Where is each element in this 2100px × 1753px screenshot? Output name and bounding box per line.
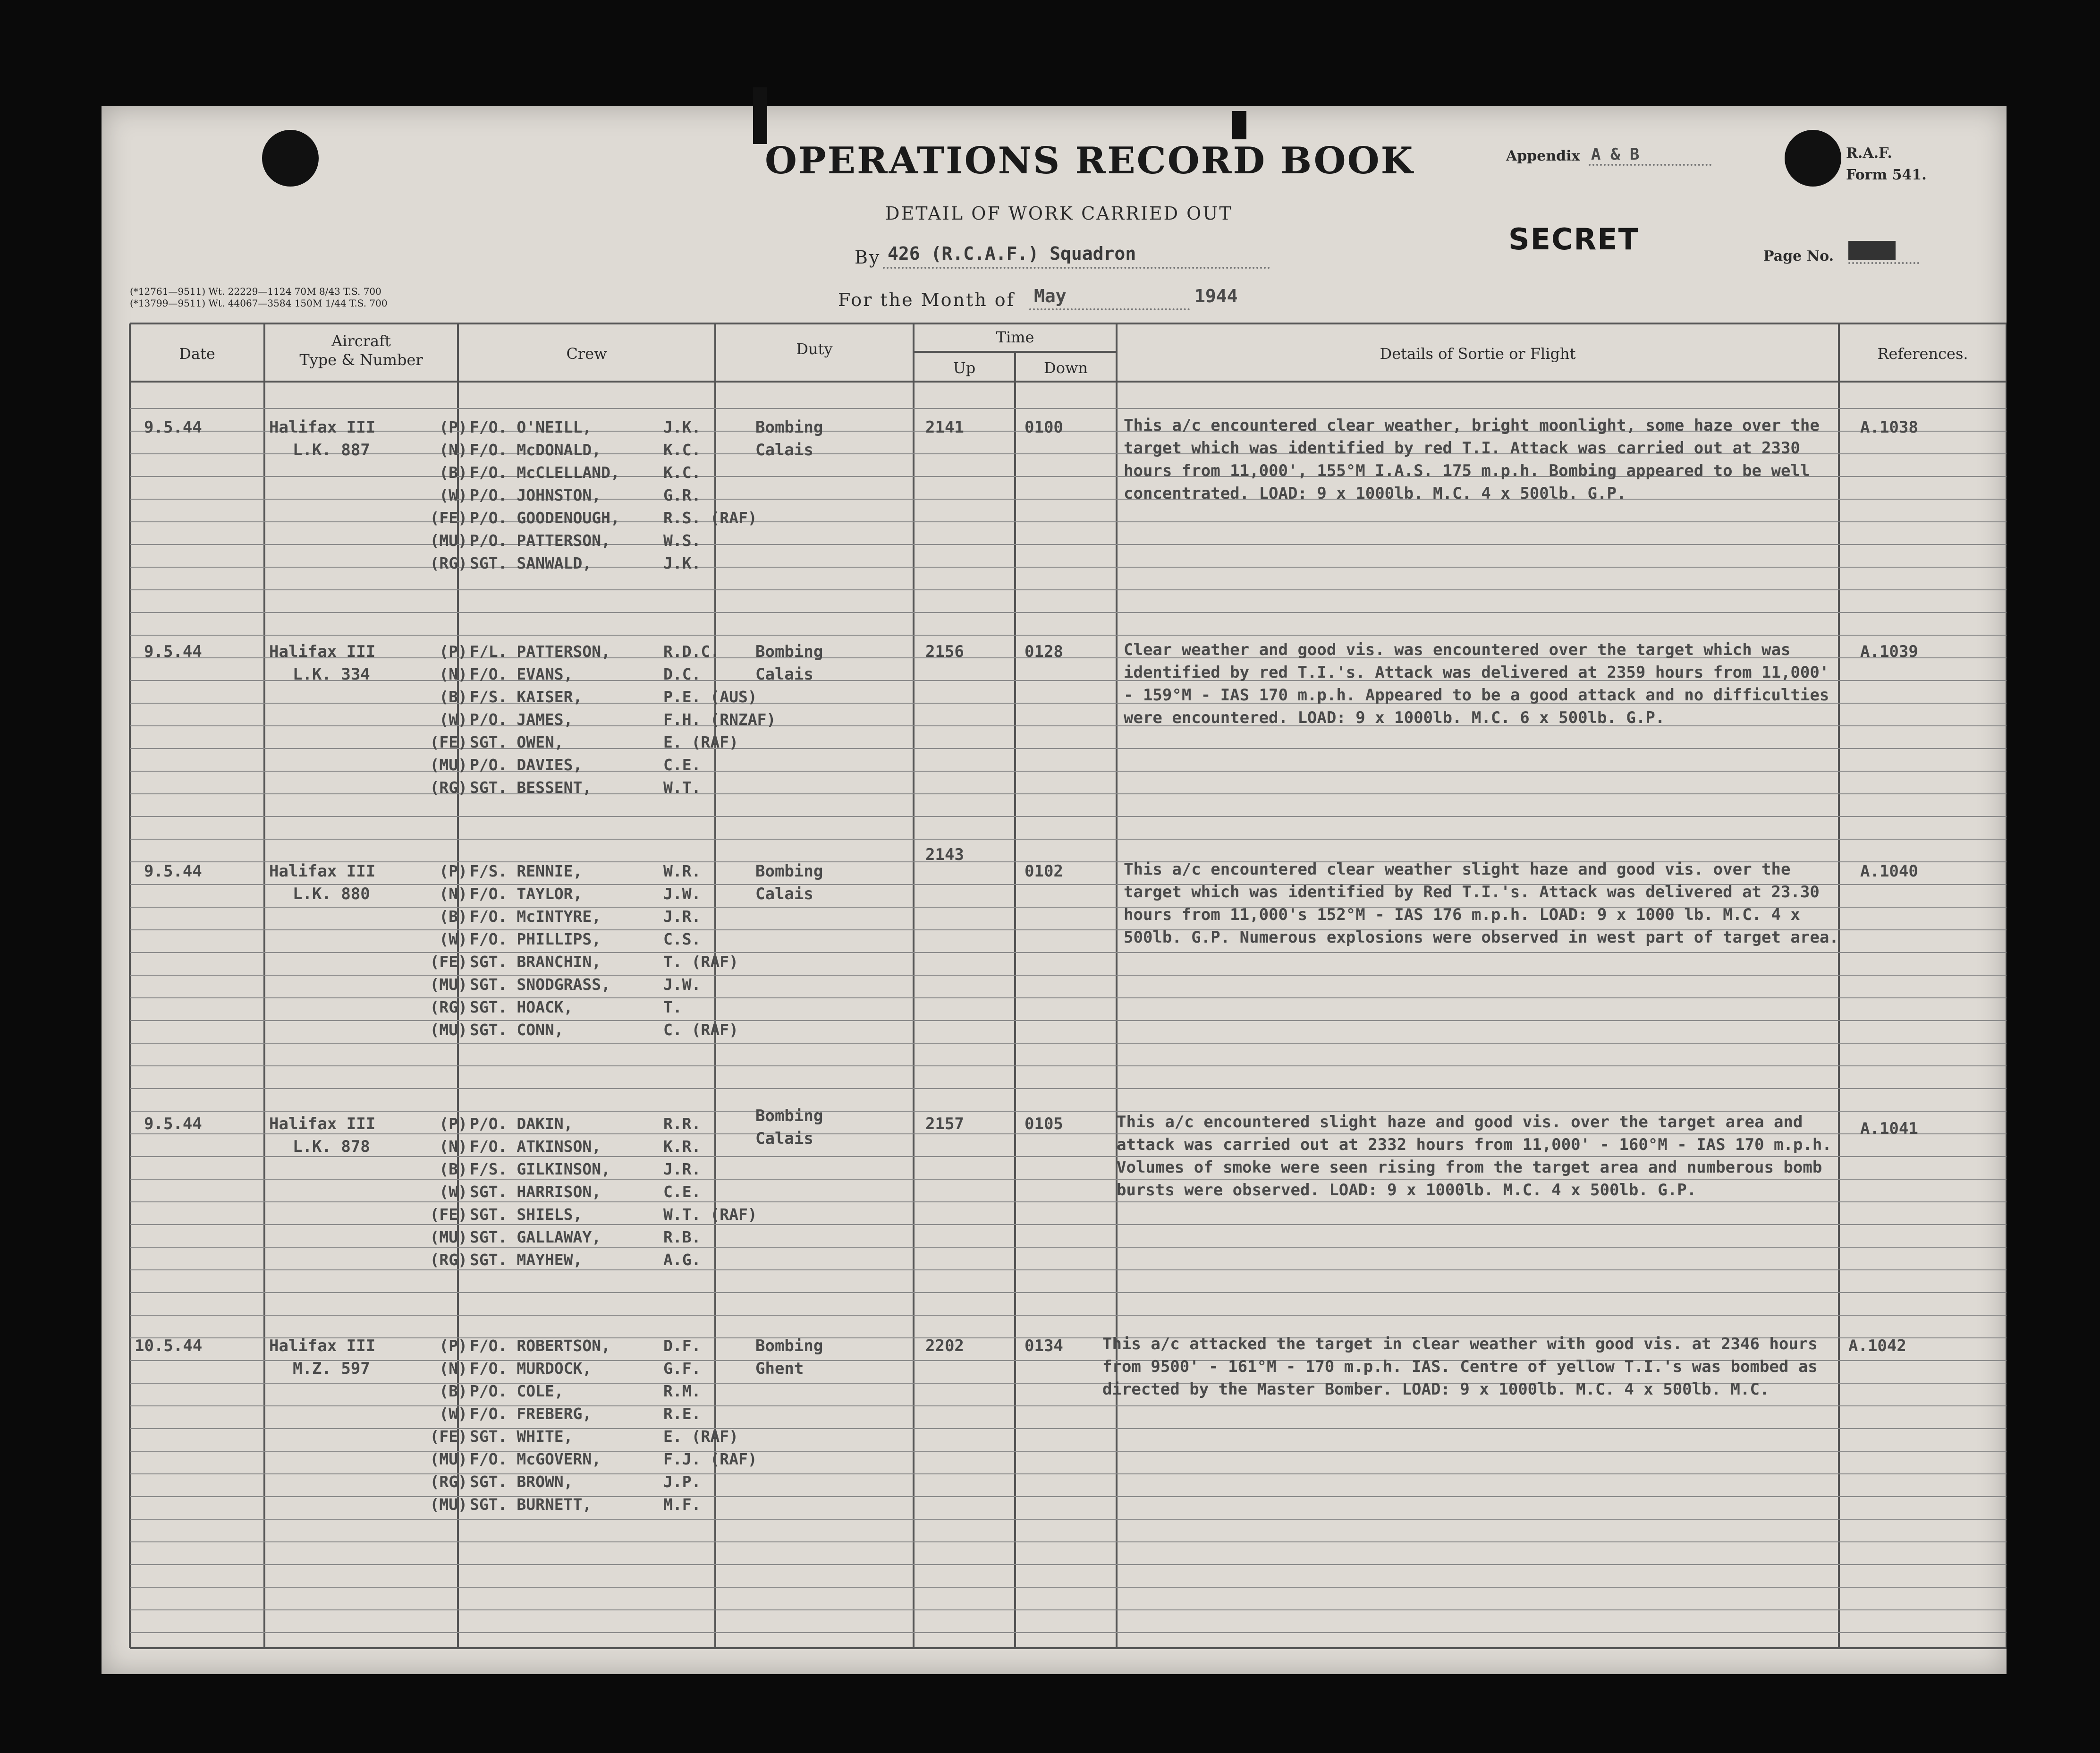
- crew-name: SGT. MAYHEW,: [470, 1251, 583, 1269]
- crew-initials: D.F.: [663, 1336, 701, 1355]
- time-down: 0105: [1025, 1115, 1063, 1133]
- crew-initials: J.W.: [663, 975, 701, 994]
- crew-role: (N): [439, 665, 467, 683]
- sortie-date: 9.5.44: [144, 418, 202, 437]
- aircraft-serial: L.K. 334: [293, 665, 370, 684]
- duty-target: Ghent: [755, 1359, 804, 1378]
- sortie-details: This a/c encountered clear weather, bright moonlight, some haze over the target which was identified by red T.I. Attack was carried out at 2330 hours from 11,000', 155°M I.A.S. 175 m.p.h. Bombing appeared to be well concentrated. LOAD: 9 x 1000lb. M.C. 4 x 500lb. G.P.: [1124, 416, 1820, 503]
- crew-initials: R.E.: [663, 1404, 701, 1423]
- time-up: 2156: [925, 642, 964, 661]
- duty-type: Bombing: [755, 862, 823, 881]
- reference: A.1040: [1860, 862, 1918, 881]
- duty-type: Bombing: [755, 418, 823, 437]
- crew-initials: G.R.: [663, 486, 701, 504]
- crew-name: SGT. BROWN,: [470, 1472, 573, 1491]
- crew-initials: W.R.: [663, 862, 701, 880]
- duty-type: Bombing: [755, 1106, 823, 1125]
- secret-stamp: SECRET: [1508, 222, 1639, 256]
- aircraft-serial: M.Z. 597: [293, 1359, 370, 1378]
- reference: A.1042: [1848, 1336, 1906, 1355]
- crew-name: F/S. GILKINSON,: [470, 1160, 611, 1178]
- crew-name: SGT. OWEN,: [470, 733, 564, 751]
- sortie-date: 9.5.44: [144, 642, 202, 661]
- crew-name: SGT. CONN,: [470, 1021, 564, 1039]
- duty-type: Bombing: [755, 1336, 823, 1355]
- crew-name: F/O. McGOVERN,: [470, 1450, 601, 1468]
- duty-target: Calais: [755, 441, 813, 460]
- print-code: (*13799—9511) Wt. 44067—3584 150M 1/44 T.S. 700: [130, 298, 388, 309]
- squadron-value: 426 (R.C.A.F.) Squadron: [888, 243, 1136, 264]
- col-header-time: Time: [996, 328, 1034, 346]
- duty-target: Calais: [755, 665, 813, 684]
- crew-initials: A.G.: [663, 1251, 701, 1269]
- col-header-down: Down: [1044, 359, 1088, 377]
- appendix-label: Appendix: [1506, 148, 1580, 164]
- crew-initials: R.M.: [663, 1382, 701, 1400]
- crew-name: SGT. BRANCHIN,: [470, 953, 601, 971]
- crew-name: SGT. GALLAWAY,: [470, 1228, 601, 1246]
- crew-name: F/O. McINTYRE,: [470, 907, 601, 926]
- crew-name: SGT. HOACK,: [470, 998, 573, 1016]
- crew-role: (RG): [430, 1251, 467, 1269]
- crew-initials: G.F.: [663, 1359, 701, 1378]
- crew-name: F/O. PHILLIPS,: [470, 930, 601, 948]
- duty-target: Calais: [755, 885, 813, 903]
- time-down: 0134: [1025, 1336, 1063, 1355]
- crew-name: P/O. JAMES,: [470, 710, 573, 729]
- crew-initials: C.E.: [663, 756, 701, 774]
- crew-name: SGT. WHITE,: [470, 1427, 573, 1446]
- crew-role: (FE): [430, 1427, 467, 1446]
- col-header-aircraft: Aircraft: [331, 332, 391, 350]
- aircraft-serial: L.K. 880: [293, 885, 370, 903]
- col-header-references: References.: [1877, 345, 1968, 363]
- sortie-details: This a/c encountered clear weather slight haze and good vis. over the target which was identified by Red T.I.'s. Attack was delivered at 23.30 hours from 11,000's 152°M - IAS 176 m.p.h. LOAD: 9 x 1000 lb. M.C. 4 x 500lb. G.P. Numerous explosions were observed in west part of target area.: [1124, 860, 1839, 947]
- crew-name: SGT. SHIELS,: [470, 1205, 583, 1224]
- crew-role: (MU): [430, 975, 467, 994]
- crew-role: (B): [439, 907, 467, 926]
- crew-initials: R.R.: [663, 1115, 701, 1133]
- aircraft-serial: L.K. 887: [293, 441, 370, 460]
- crew-name: F/O. FREBERG,: [470, 1404, 592, 1423]
- sortie-date: 10.5.44: [135, 1336, 203, 1355]
- crew-initials: D.C.: [663, 665, 701, 683]
- crew-role: (RG): [430, 554, 467, 572]
- crew-name: SGT. BURNETT,: [470, 1495, 592, 1514]
- crew-role: (W): [439, 930, 467, 948]
- crew-initials: P.E. (AUS): [663, 688, 757, 706]
- crew-initials: E. (RAF): [663, 733, 738, 751]
- crew-role: (W): [439, 486, 467, 504]
- crew-initials: W.T.: [663, 778, 701, 797]
- crew-initials: C. (RAF): [663, 1021, 738, 1039]
- aircraft-type: Halifax III: [269, 1336, 376, 1355]
- crew-role: (W): [439, 1404, 467, 1423]
- crew-name: F/O. TAYLOR,: [470, 885, 583, 903]
- duty-type: Bombing: [755, 642, 823, 661]
- col-header-crew: Crew: [566, 345, 607, 363]
- print-code: (*12761—9511) Wt. 22229—1124 70M 8/43 T.S. 700: [130, 286, 381, 297]
- crew-role: (N): [439, 1137, 467, 1156]
- crew-name: F/S. KAISER,: [470, 688, 583, 706]
- form-title: OPERATIONS RECORD BOOK: [765, 139, 1414, 182]
- col-header-date: Date: [179, 345, 215, 363]
- crew-name: P/O. DAKIN,: [470, 1115, 573, 1133]
- form-number: Form 541.: [1846, 167, 1927, 183]
- crew-role: (B): [439, 463, 467, 482]
- crew-name: P/O. JOHNSTON,: [470, 486, 601, 504]
- page-label: Page No.: [1763, 248, 1834, 264]
- crew-role: (W): [439, 1183, 467, 1201]
- crew-role: (MU): [430, 756, 467, 774]
- crew-role: (B): [439, 1160, 467, 1178]
- form-subtitle: DETAIL OF WORK CARRIED OUT: [885, 203, 1233, 224]
- crew-name: P/O. GOODENOUGH,: [470, 509, 620, 527]
- crew-initials: C.E.: [663, 1183, 701, 1201]
- crew-name: SGT. SNODGRASS,: [470, 975, 611, 994]
- crew-initials: J.W.: [663, 885, 701, 903]
- month-label: For the Month of: [838, 289, 1015, 310]
- crew-name: SGT. BESSENT,: [470, 778, 592, 797]
- time-up: 2143: [925, 845, 964, 864]
- crew-role: (RG): [430, 1472, 467, 1491]
- col-header-up: Up: [953, 359, 976, 377]
- time-up: 2202: [925, 1336, 964, 1355]
- crew-role: (P): [439, 1336, 467, 1355]
- col-header-aircraft-type: Type & Number: [299, 351, 423, 369]
- crew-role: (P): [439, 418, 467, 436]
- crew-initials: W.S.: [663, 531, 701, 550]
- crew-initials: K.C.: [663, 463, 701, 482]
- crew-name: P/O. DAVIES,: [470, 756, 583, 774]
- crew-initials: R.D.C.: [663, 642, 720, 661]
- crew-role: (RG): [430, 778, 467, 797]
- crew-name: F/S. RENNIE,: [470, 862, 583, 880]
- crew-role: (MU): [430, 1228, 467, 1246]
- crew-role: (N): [439, 1359, 467, 1378]
- sortie-details: This a/c encountered slight haze and good vis. over the target area and attack was carried out at 2332 hours from 11,000' - 160°M - IAS 170 m.p.h. Volumes of smoke were seen rising from the target area and numberous bomb bursts were observed. LOAD: 9 x 1000lb. M.C. 4 x 500lb. G.P.: [1117, 1113, 1832, 1200]
- crew-role: (N): [439, 885, 467, 903]
- crew-role: (MU): [430, 1495, 467, 1514]
- crew-role: (MU): [430, 1450, 467, 1468]
- year-value: 1944: [1194, 286, 1238, 306]
- crew-name: F/O. McDONALD,: [470, 441, 601, 459]
- crew-initials: M.F.: [663, 1495, 701, 1514]
- col-header-details: Details of Sortie or Flight: [1380, 345, 1576, 363]
- crew-role: (RG): [430, 998, 467, 1016]
- time-down: 0100: [1025, 418, 1063, 437]
- record-sheet: [102, 106, 2007, 1674]
- crew-role: (FE): [430, 509, 467, 527]
- crew-initials: J.R.: [663, 907, 701, 926]
- crew-role: (B): [439, 688, 467, 706]
- crew-name: F/O. O'NEILL,: [470, 418, 592, 436]
- crew-initials: J.R.: [663, 1160, 701, 1178]
- appendix-value: A & B: [1591, 145, 1640, 164]
- crew-role: (P): [439, 642, 467, 661]
- crew-initials: W.T. (RAF): [663, 1205, 757, 1224]
- aircraft-type: Halifax III: [269, 1115, 376, 1133]
- crew-initials: T. (RAF): [663, 953, 738, 971]
- sortie-details: This a/c attacked the target in clear weather with good vis. at 2346 hours from 9500' - 161°M - 170 m.p.h. IAS. Centre of yellow T.I.'s was bombed as directed by the Master Bomber. LOAD: 9 x 1000lb. M.C. 4 x 500lb. M.C.: [1102, 1335, 1818, 1399]
- crew-name: F/O. MURDOCK,: [470, 1359, 592, 1378]
- crew-initials: R.B.: [663, 1228, 701, 1246]
- crew-name: F/O. EVANS,: [470, 665, 573, 683]
- crew-role: (FE): [430, 953, 467, 971]
- crew-name: F/O. ROBERTSON,: [470, 1336, 611, 1355]
- crew-name: SGT. SANWALD,: [470, 554, 592, 572]
- reference: A.1038: [1860, 418, 1918, 437]
- crew-role: (P): [439, 1115, 467, 1133]
- crew-initials: K.C.: [663, 441, 701, 459]
- crew-role: (N): [439, 441, 467, 459]
- crew-name: SGT. HARRISON,: [470, 1183, 601, 1201]
- crew-initials: J.P.: [663, 1472, 701, 1491]
- crew-role: (B): [439, 1382, 467, 1400]
- crew-initials: F.H. (RNZAF): [663, 710, 776, 729]
- duty-target: Calais: [755, 1129, 813, 1148]
- crew-initials: J.K.: [663, 554, 701, 572]
- crew-initials: K.R.: [663, 1137, 701, 1156]
- by-label: By: [855, 247, 881, 268]
- time-up: 2141: [925, 418, 964, 437]
- time-down: 0102: [1025, 862, 1063, 881]
- aircraft-type: Halifax III: [269, 862, 376, 881]
- aircraft-type: Halifax III: [269, 642, 376, 661]
- crew-name: P/O. COLE,: [470, 1382, 564, 1400]
- reference: A.1039: [1860, 642, 1918, 661]
- crew-name: F/L. PATTERSON,: [470, 642, 611, 661]
- crew-role: (MU): [430, 1021, 467, 1039]
- crew-initials: C.S.: [663, 930, 701, 948]
- time-up: 2157: [925, 1115, 964, 1133]
- sortie-details: Clear weather and good vis. was encountered over the target which was identified by red T.I.'s. Attack was delivered at 2359 hours from 11,000' - 159°M - IAS 170 m.p.h. Appeared to be a good attack and no difficulties were encountered. LOAD: 9 x 1000lb. M.C. 6 x 500lb. G.P.: [1124, 640, 1829, 727]
- reference: A.1041: [1860, 1119, 1918, 1138]
- crew-role: (W): [439, 710, 467, 729]
- time-down: 0128: [1025, 642, 1063, 661]
- crew-role: (FE): [430, 733, 467, 751]
- crew-role: (MU): [430, 531, 467, 550]
- sortie-date: 9.5.44: [144, 1115, 202, 1133]
- month-value: May: [1034, 286, 1067, 306]
- aircraft-type: Halifax III: [269, 418, 376, 437]
- crew-initials: F.J. (RAF): [663, 1450, 757, 1468]
- sortie-date: 9.5.44: [144, 862, 202, 881]
- col-header-duty: Duty: [796, 340, 833, 358]
- crew-initials: J.K.: [663, 418, 701, 436]
- crew-name: F/O. ATKINSON,: [470, 1137, 601, 1156]
- crew-initials: E. (RAF): [663, 1427, 738, 1446]
- raf-label: R.A.F.: [1846, 145, 1892, 162]
- crew-role: (FE): [430, 1205, 467, 1224]
- crew-role: (P): [439, 862, 467, 880]
- aircraft-serial: L.K. 878: [293, 1137, 370, 1156]
- crew-initials: R.S. (RAF): [663, 509, 757, 527]
- crew-initials: T.: [663, 998, 682, 1016]
- crew-name: P/O. PATTERSON,: [470, 531, 611, 550]
- crew-name: F/O. McCLELLAND,: [470, 463, 620, 482]
